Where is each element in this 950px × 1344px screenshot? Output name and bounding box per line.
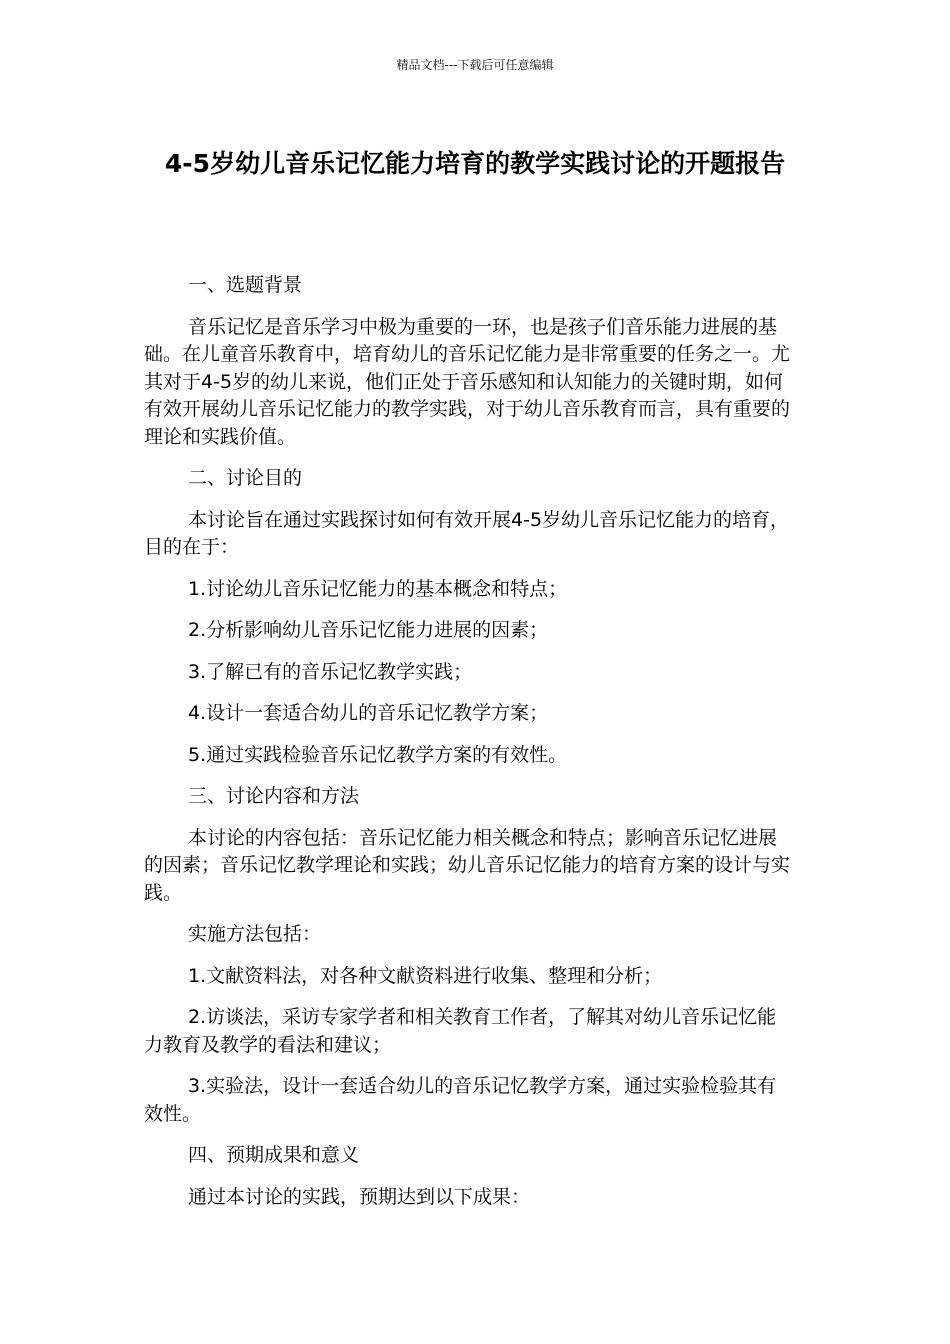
purpose-intro: 本讨论旨在通过实践探讨如何有效开展4-5岁幼儿音乐记忆能力的培育，目的在于： [144, 508, 790, 558]
method-item: 3.实验法，设计一套适合幼儿的音乐记忆教学方案，通过实验检验其有效性。 [144, 1075, 777, 1125]
section-heading-expected-results: 四、预期成果和意义 [188, 1144, 360, 1166]
section-heading-purpose: 二、讨论目的 [188, 467, 303, 489]
purpose-item: 5.通过实践检验音乐记忆教学方案的有效性。 [188, 743, 568, 766]
purpose-item: 3.了解已有的音乐记忆教学实践； [188, 660, 473, 683]
method-item: 2.访谈法，采访专家学者和相关教育工作者，了解其对幼儿音乐记忆能力教育及教学的看法和建议； [144, 1006, 777, 1056]
section-heading-background: 一、选题背景 [188, 274, 303, 296]
expected-results-intro: 通过本讨论的实践，预期达到以下成果： [188, 1185, 531, 1208]
page-header-note: 精品文档---下载后可任意编辑 [396, 58, 554, 72]
methods-intro: 实施方法包括： [188, 923, 322, 945]
purpose-item: 1.讨论幼儿音乐记忆能力的基本概念和特点； [188, 577, 568, 600]
purpose-item: 2.分析影响幼儿音乐记忆能力进展的因素； [188, 619, 549, 641]
content-paragraph: 本讨论的内容包括：音乐记忆能力相关概念和特点；影响音乐记忆进展的因素；音乐记忆教学理论和实践；幼儿音乐记忆能力的培育方案的设计与实践。 [144, 826, 791, 904]
purpose-item: 4.设计一套适合幼儿的音乐记忆教学方案； [188, 702, 549, 724]
background-paragraph: 音乐记忆是音乐学习中极为重要的一环，也是孩子们音乐能力进展的基础。在儿童音乐教育中，培育幼儿的音乐记忆能力是非常重要的任务之一。尤其对于4-5岁的幼儿来说，他们正处于音乐感知和认知能力的关键时期，如何有效开展幼儿音乐记忆能力的教学实践，对于幼儿音乐教育而言，具有重要的理论和实践价值。 [144, 315, 791, 448]
method-item: 1.文献资料法，对各种文献资料进行收集、整理和分析； [188, 964, 663, 987]
document-title: 4-5岁幼儿音乐记忆能力培育的教学实践讨论的开题报告 [164, 149, 786, 178]
document-body [144, 272, 792, 1225]
section-heading-content-methods: 三、讨论内容和方法 [188, 785, 360, 807]
